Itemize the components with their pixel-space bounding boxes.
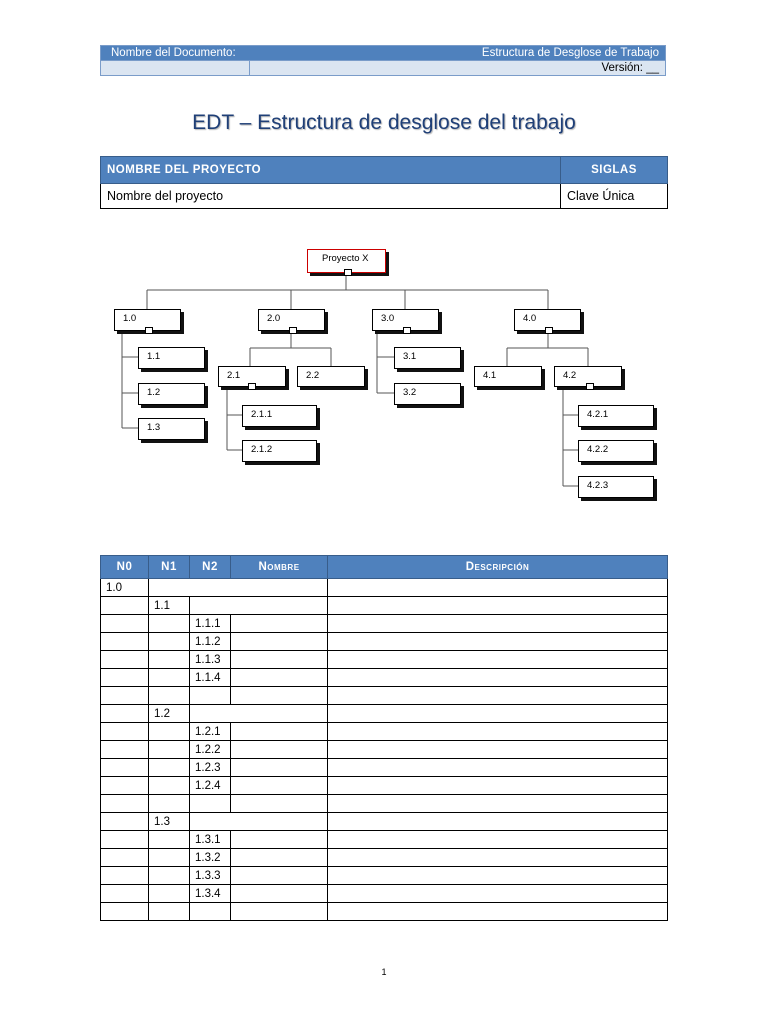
acronym-header: SIGLAS xyxy=(561,157,668,184)
cell-n0[interactable] xyxy=(101,705,149,723)
cell-n0[interactable] xyxy=(101,777,149,795)
wbs-node-3-2 xyxy=(394,383,461,405)
wbs-node-2-2 xyxy=(297,366,365,387)
wbs-node-label: 4.2.3 xyxy=(587,480,609,491)
cell-n0[interactable] xyxy=(101,597,149,615)
cell-n0[interactable] xyxy=(101,795,149,813)
cell-n2[interactable]: 1.2.1 xyxy=(190,723,231,741)
table-row xyxy=(101,579,668,597)
cell-nombre[interactable] xyxy=(231,885,328,903)
cell-n2[interactable]: 1.3.3 xyxy=(190,867,231,885)
cell-n1[interactable] xyxy=(149,687,190,705)
cell-descripcion[interactable] xyxy=(328,705,668,723)
wbs-root-label: Proyecto X xyxy=(322,253,369,264)
cell-n1[interactable] xyxy=(149,759,190,777)
wbs-node-label: 1.3 xyxy=(147,422,161,433)
cell-n1[interactable] xyxy=(149,849,190,867)
cell-n1[interactable] xyxy=(149,651,190,669)
table-row xyxy=(101,741,668,759)
cell-nombre[interactable] xyxy=(231,669,328,687)
wbs-node-4-2-2 xyxy=(578,440,654,462)
cell-n1[interactable] xyxy=(149,867,190,885)
cell-n2[interactable]: 1.1.4 xyxy=(190,669,231,687)
wbs-node-label: 3.2 xyxy=(403,387,417,398)
cell-nombre[interactable] xyxy=(231,741,328,759)
node-connector-handle xyxy=(145,327,153,334)
cell-descripcion[interactable] xyxy=(328,579,668,597)
cell-nombre[interactable] xyxy=(231,615,328,633)
wbs-node-label: 4.1 xyxy=(483,370,497,381)
cell-n2[interactable] xyxy=(190,795,231,813)
cell-n0[interactable] xyxy=(101,615,149,633)
wbs-node-label: 4.2 xyxy=(563,370,577,381)
wbs-node-label: 1.0 xyxy=(123,313,137,324)
cell-n2[interactable] xyxy=(190,687,231,705)
cell-nombre[interactable] xyxy=(231,795,328,813)
cell-n0[interactable] xyxy=(101,903,149,921)
wbs-node-label: 3.0 xyxy=(381,313,395,324)
cell-nombre[interactable] xyxy=(231,777,328,795)
col-header-descripcion: Descripción xyxy=(328,556,668,579)
cell-nombre[interactable] xyxy=(231,831,328,849)
cell-descripcion[interactable] xyxy=(328,669,668,687)
table-row xyxy=(101,759,668,777)
table-row xyxy=(101,885,668,903)
page-title: EDT – Estructura de desglose del trabajo xyxy=(192,111,576,134)
wbs-node-label: 2.2 xyxy=(306,370,320,381)
cell-descripcion[interactable] xyxy=(328,831,668,849)
node-connector-handle xyxy=(545,327,553,334)
cell-descripcion[interactable] xyxy=(328,615,668,633)
cell-n0[interactable] xyxy=(101,669,149,687)
wbs-node-3-1 xyxy=(394,347,461,369)
wbs-node-label: 2.1 xyxy=(227,370,241,381)
cell-nombre[interactable] xyxy=(231,867,328,885)
col-header-n2: N2 xyxy=(190,556,231,579)
document-header-row xyxy=(101,46,665,60)
wbs-node-label: 4.0 xyxy=(523,313,537,324)
cell-n0[interactable]: 1.0 xyxy=(101,579,149,597)
cell-n1[interactable]: 1.1 xyxy=(149,597,190,615)
cell-nombre[interactable] xyxy=(231,759,328,777)
table-row xyxy=(101,813,668,831)
cell-n2[interactable]: 1.2.3 xyxy=(190,759,231,777)
table-row xyxy=(101,669,668,687)
cell-n1[interactable] xyxy=(149,669,190,687)
cell-descripcion[interactable] xyxy=(328,687,668,705)
cell-n1[interactable] xyxy=(149,615,190,633)
wbs-node-2-1 xyxy=(218,366,286,387)
cell-descripcion[interactable] xyxy=(328,723,668,741)
cell-descripcion[interactable] xyxy=(328,651,668,669)
cell-n0[interactable] xyxy=(101,867,149,885)
cell-descripcion[interactable] xyxy=(328,849,668,867)
wbs-node-1-2 xyxy=(138,383,205,405)
cell-descripcion[interactable] xyxy=(328,903,668,921)
table-row xyxy=(101,633,668,651)
cell-n0[interactable] xyxy=(101,849,149,867)
version-text: Versión: __ xyxy=(601,62,659,74)
cell-n0[interactable] xyxy=(101,723,149,741)
cell-n2[interactable]: 1.1.1 xyxy=(190,615,231,633)
wbs-root-node xyxy=(307,249,386,273)
document-header xyxy=(100,45,666,76)
table-row xyxy=(101,867,668,885)
table-row xyxy=(101,849,668,867)
wbs-node-label: 1.2 xyxy=(147,387,161,398)
wbs-node-4-0 xyxy=(514,309,581,331)
wbs-node-4-2 xyxy=(554,366,622,387)
cell-n2[interactable] xyxy=(190,597,328,615)
cell-n0[interactable] xyxy=(101,813,149,831)
wbs-node-label: 2.1.2 xyxy=(251,444,273,455)
cell-descripcion[interactable] xyxy=(328,759,668,777)
cell-nombre[interactable] xyxy=(231,651,328,669)
version-row xyxy=(101,60,665,75)
edt-table-body xyxy=(101,579,668,921)
project-name-cell[interactable]: Nombre del proyecto xyxy=(101,184,561,209)
cell-n1[interactable] xyxy=(149,579,328,597)
wbs-node-1-3 xyxy=(138,418,205,440)
cell-nombre[interactable] xyxy=(231,633,328,651)
cell-n0[interactable] xyxy=(101,651,149,669)
table-row xyxy=(101,705,668,723)
wbs-node-1-1 xyxy=(138,347,205,369)
cell-n0[interactable] xyxy=(101,759,149,777)
cell-n2[interactable]: 1.1.2 xyxy=(190,633,231,651)
cell-descripcion[interactable] xyxy=(328,795,668,813)
col-header-n1: N1 xyxy=(149,556,190,579)
wbs-node-label: 2.1.1 xyxy=(251,409,273,420)
document-name-value: Estructura de Desglose de Trabajo xyxy=(481,47,659,59)
cell-nombre[interactable] xyxy=(231,723,328,741)
table-row xyxy=(101,723,668,741)
cell-n1[interactable] xyxy=(149,723,190,741)
cell-descripcion[interactable] xyxy=(328,777,668,795)
table-row xyxy=(101,795,668,813)
cell-n1[interactable] xyxy=(149,831,190,849)
table-row xyxy=(101,903,668,921)
cell-n2[interactable] xyxy=(190,903,231,921)
cell-n0[interactable] xyxy=(101,741,149,759)
cell-n2[interactable]: 1.2.2 xyxy=(190,741,231,759)
cell-nombre[interactable] xyxy=(231,903,328,921)
cell-descripcion[interactable] xyxy=(328,741,668,759)
node-connector-handle xyxy=(586,383,594,390)
col-header-nombre: Nombre xyxy=(231,556,328,579)
project-name-header: NOMBRE DEL PROYECTO xyxy=(101,157,561,184)
wbs-node-2-1-1 xyxy=(242,405,317,427)
node-connector-handle xyxy=(289,327,297,334)
cell-n1[interactable] xyxy=(149,885,190,903)
col-header-n0: N0 xyxy=(101,556,149,579)
cell-n0[interactable] xyxy=(101,885,149,903)
cell-n0[interactable] xyxy=(101,831,149,849)
cell-nombre[interactable] xyxy=(231,849,328,867)
wbs-node-label: 2.0 xyxy=(267,313,281,324)
wbs-node-4-1 xyxy=(474,366,542,387)
cell-n0[interactable] xyxy=(101,633,149,651)
table-row xyxy=(101,597,668,615)
edt-table xyxy=(100,555,668,921)
wbs-node-4-2-3 xyxy=(578,476,654,498)
cell-n1[interactable]: 1.3 xyxy=(149,813,190,831)
table-row xyxy=(101,831,668,849)
cell-descripcion[interactable] xyxy=(328,885,668,903)
cell-descripcion[interactable] xyxy=(328,867,668,885)
page-number: 1 xyxy=(381,967,387,977)
cell-n1[interactable] xyxy=(149,777,190,795)
cell-n1[interactable] xyxy=(149,903,190,921)
node-connector-handle xyxy=(248,383,256,390)
cell-nombre[interactable] xyxy=(231,687,328,705)
table-row xyxy=(101,615,668,633)
table-row xyxy=(101,777,668,795)
cell-n1[interactable] xyxy=(149,741,190,759)
wbs-node-2-1-2 xyxy=(242,440,317,462)
cell-n2[interactable]: 1.3.2 xyxy=(190,849,231,867)
wbs-node-label: 4.2.1 xyxy=(587,409,609,420)
cell-n1[interactable] xyxy=(149,633,190,651)
wbs-node-label: 3.1 xyxy=(403,351,417,362)
cell-n2[interactable]: 1.3.1 xyxy=(190,831,231,849)
cell-n0[interactable] xyxy=(101,687,149,705)
wbs-node-2-0 xyxy=(258,309,325,331)
cell-descripcion[interactable] xyxy=(328,597,668,615)
cell-n2[interactable] xyxy=(190,705,328,723)
wbs-node-3-0 xyxy=(372,309,439,331)
edt-header-row xyxy=(101,556,668,579)
version-spacer xyxy=(101,61,250,75)
cell-n2[interactable] xyxy=(190,813,328,831)
wbs-node-label: 4.2.2 xyxy=(587,444,609,455)
cell-n1[interactable]: 1.2 xyxy=(149,705,190,723)
wbs-node-1-0 xyxy=(114,309,181,331)
wbs-node-label: 1.1 xyxy=(147,351,161,362)
cell-n2[interactable]: 1.1.3 xyxy=(190,651,231,669)
project-table xyxy=(100,156,668,209)
cell-descripcion[interactable] xyxy=(328,813,668,831)
cell-n1[interactable] xyxy=(149,795,190,813)
table-row xyxy=(101,687,668,705)
node-connector-handle xyxy=(344,269,352,276)
cell-descripcion[interactable] xyxy=(328,633,668,651)
node-connector-handle xyxy=(403,327,411,334)
cell-n2[interactable]: 1.2.4 xyxy=(190,777,231,795)
wbs-node-4-2-1 xyxy=(578,405,654,427)
table-row xyxy=(101,651,668,669)
acronym-cell[interactable]: Clave Única xyxy=(561,184,668,209)
cell-n2[interactable]: 1.3.4 xyxy=(190,885,231,903)
document-name-label: Nombre del Documento: xyxy=(111,47,236,59)
